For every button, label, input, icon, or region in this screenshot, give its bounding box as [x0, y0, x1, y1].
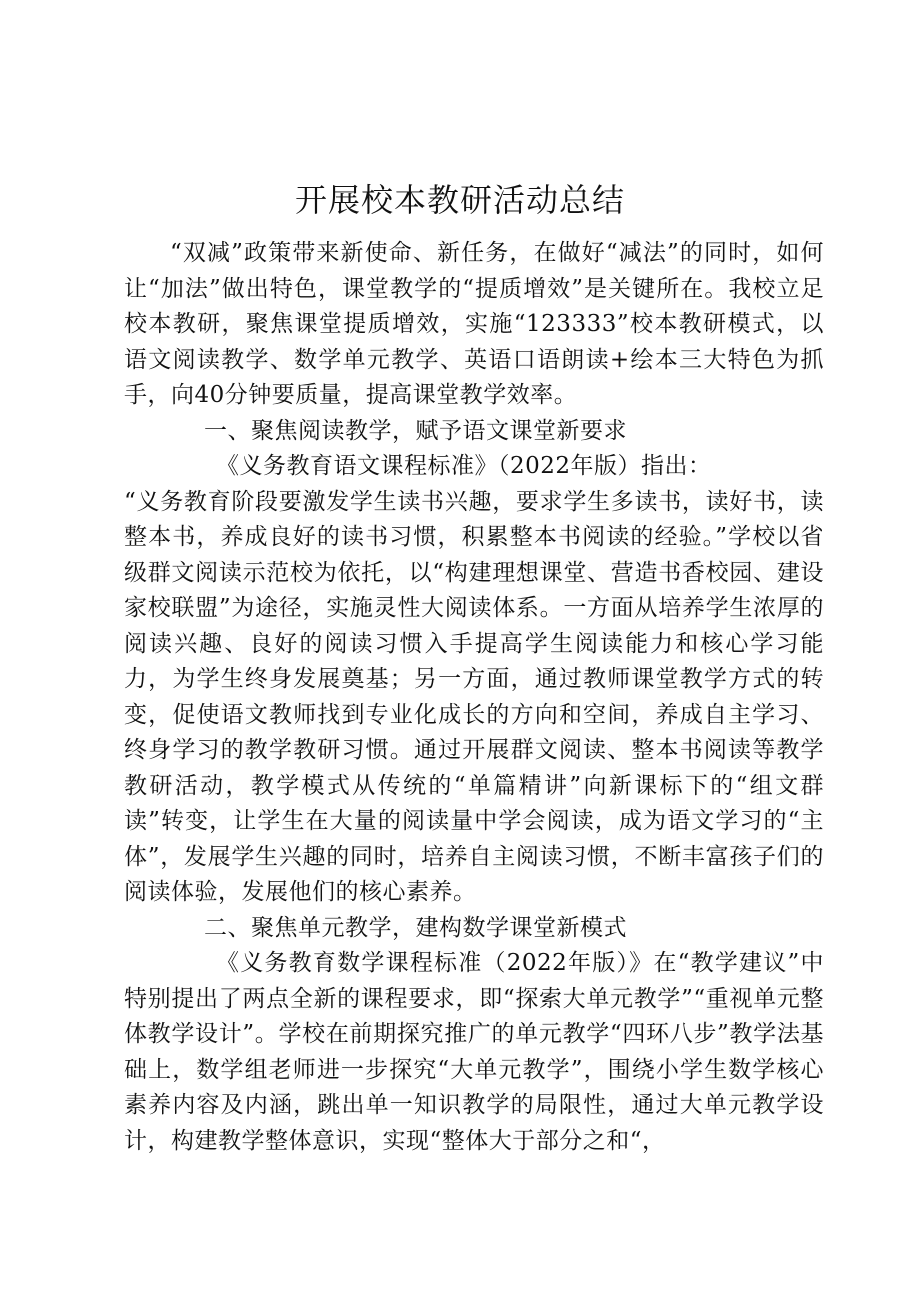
- section1-standard-line: 《义务教育语文课程标准》（2022年版）指出：: [216, 453, 712, 479]
- section2-body: 《义务教育数学课程标准（2022年版）》在“教学建议”中特别提出了两点全新的课程要求，即“探索大单元教学”“重视单元整体教学设计”。学校在前期探究推广的单元教学“四环八步”教学法基础上，数学组老师进一步探究“大单元教学”，围绕小学生数学核心素养内容及内涵，跳出单一知识教学的局限性，通过大单元教学设计，构建教学整体意识，实现“整体大于部分之和“，: [124, 950, 824, 1154]
- document-body: [124, 236, 824, 1159]
- section2-heading: 二、聚焦单元教学，建构数学课堂新模式: [204, 914, 627, 941]
- document-title: 开展校本教研活动总结: [294, 181, 625, 219]
- intro-paragraph: “双减”政策带来新使命、新任务，在做好“减法”的同时，如何让“加法”做出特色，课堂教学的“提质增效”是关键所在。我校立足校本教研，聚焦课堂提质增效，实施“123333”校本教研模式，以语文阅读教学、数学单元教学、英语口语朗读+绘本三大特色为抓手，向40分钟要质量，提高课堂教学效率。: [124, 240, 824, 408]
- section1-heading: 一、聚焦阅读教学，赋予语文课堂新要求: [204, 417, 627, 444]
- section1-body: “义务教育阶段要激发学生读书兴趣，要求学生多读书，读好书，读整本书，养成良好的读书习惯，积累整本书阅读的经验。”学校以省级群文阅读示范校为依托，以“构建理想课堂、营造书香校园、建设家校联盟”为途径，实施灵性大阅读体系。一方面从培养学生浓厚的阅读兴趣、良好的阅读习惯入手提高学生阅读能力和核心学习能力，为学生终身发展奠基；另一方面，通过教师课堂教学方式的转变，促使语文教师找到专业化成长的方向和空间，养成自主学习、终身学习的教学教研习惯。通过开展群文阅读、整本书阅读等教学教研活动，教学模式从传统的“单篇精讲”向新课标下的“组文群读”转变，让学生在大量的阅读量中学会阅读，成为语文学习的“主体”，发展学生兴趣的同时，培养自主阅读习惯，不断丰富孩子们的阅读体验，发展他们的核心素养。: [124, 488, 824, 905]
